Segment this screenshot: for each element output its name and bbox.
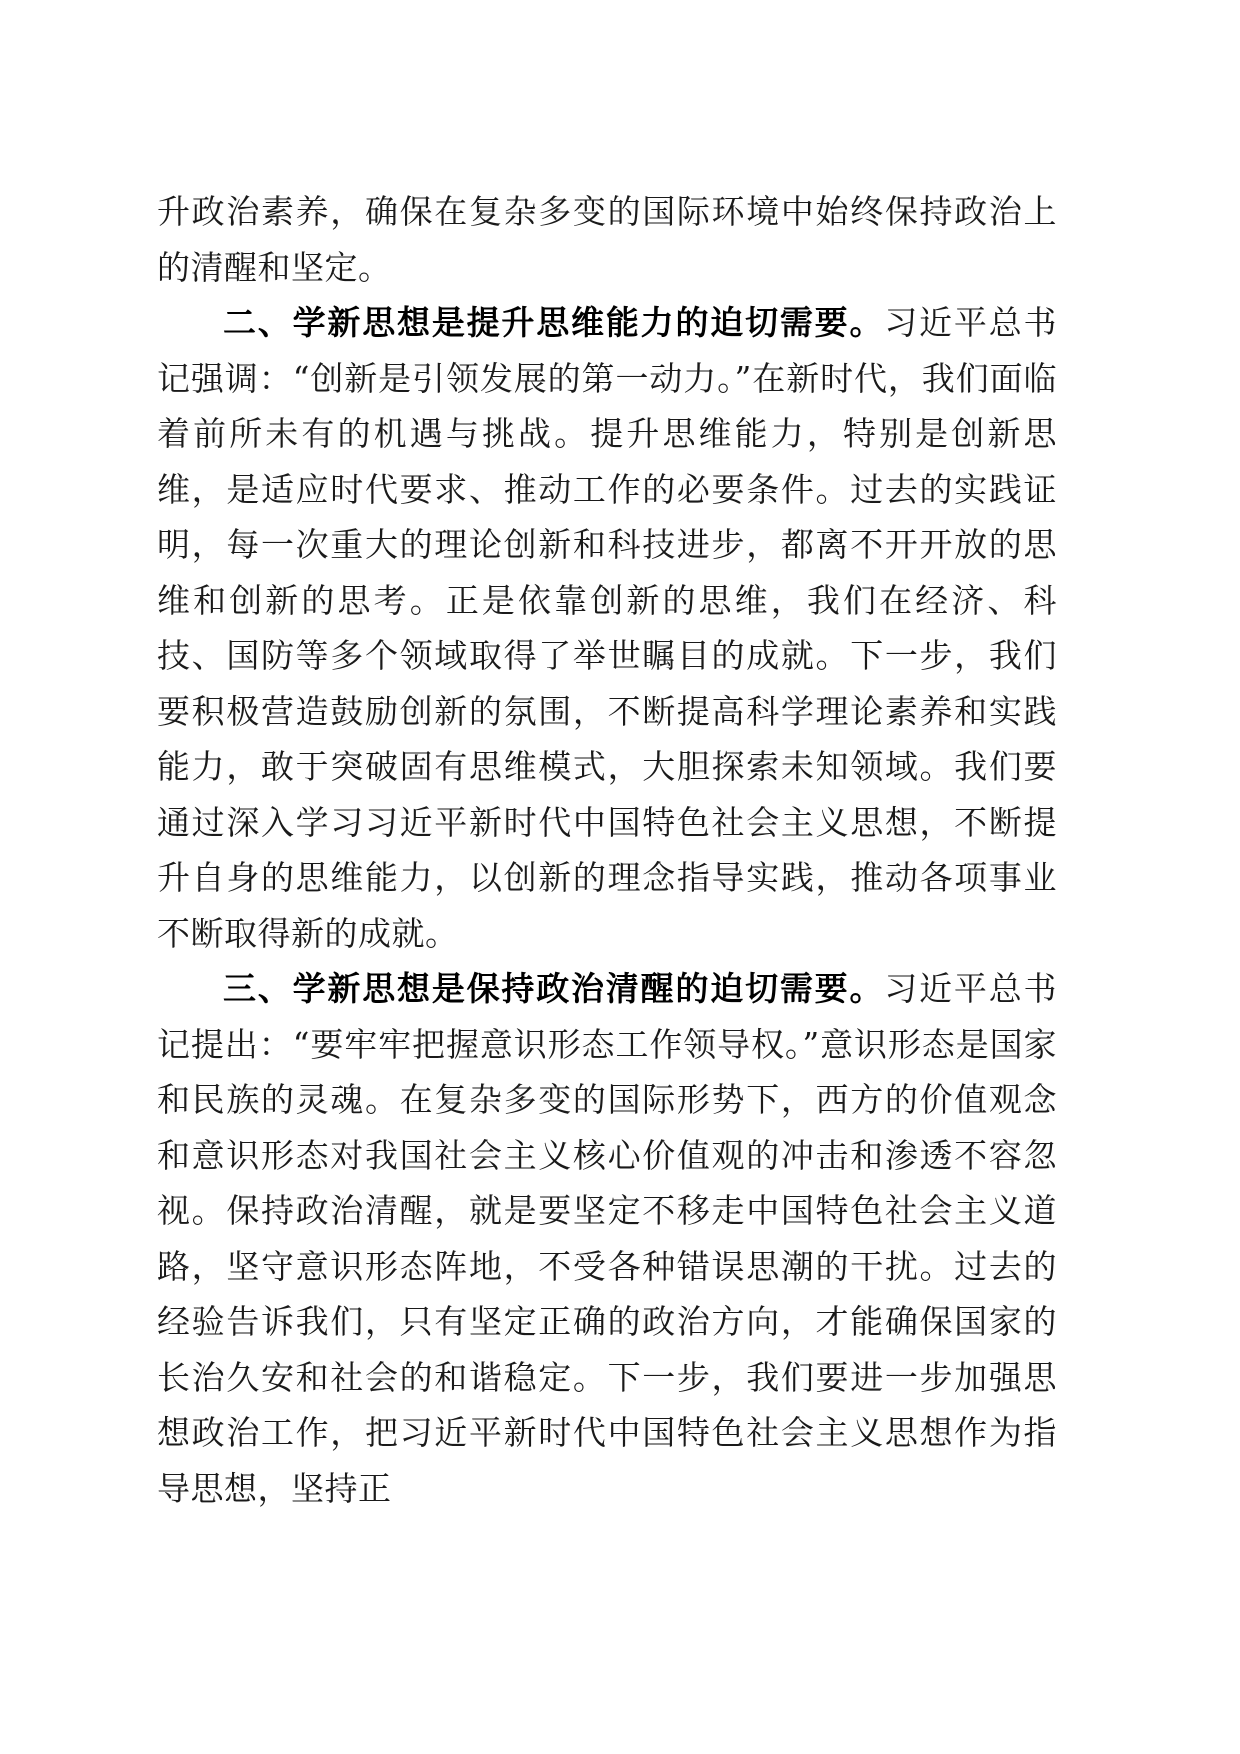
- paragraph-text: 习近平总书记强调：“创新是引领发展的第一动力。”在新时代，我们面临着前所未有的机遇与挑战。提升思维能力，特别是创新思维，是适应时代要求、推动工作的必要条件。过去的实践证明，每一次重大的理论创新和科技进步，都离不开开放的思维和创新的思考。正是依靠创新的思维，我们在经济、科技、国防等多个领域取得了举世瞩目的成就。下一步，我们要积极营造鼓励创新的氛围，不断提高科学理论素养和实践能力，敢于突破固有思维模式，大胆探索未知领域。我们要通过深入学习习近平新时代中国特色社会主义思想，不断提升自身的思维能力，以创新的理念指导实践，推动各项事业不断取得新的成就。: [157, 303, 1058, 953]
- paragraph-section-two: [157, 295, 1057, 961]
- paragraph-text: 升政治素养，确保在复杂多变的国际环境中始终保持政治上的清醒和坚定。: [157, 192, 1057, 287]
- document-body: [157, 184, 1057, 1516]
- section-heading: 三、学新思想是保持政治清醒的迫切需要。: [223, 969, 885, 1008]
- paragraph-text: 习近平总书记提出：“要牢牢把握意识形态工作领导权。”意识形态是国家和民族的灵魂。在复杂多变的国际形势下，西方的价值观念和意识形态对我国社会主义核心价值观的冲击和渗透不容忽视。保持政治清醒，就是要坚定不移走中国特色社会主义道路，坚守意识形态阵地，不受各种错误思潮的干扰。过去的经验告诉我们，只有坚定正确的政治方向，才能确保国家的长治久安和社会的和谐稳定。下一步，我们要进一步加强思想政治工作，把习近平新时代中国特色社会主义思想作为指导思想，坚持正: [157, 969, 1058, 1508]
- paragraph-continuation: [157, 184, 1057, 295]
- section-heading: 二、学新思想是提升思维能力的迫切需要。: [223, 303, 885, 342]
- paragraph-section-three: [157, 961, 1057, 1516]
